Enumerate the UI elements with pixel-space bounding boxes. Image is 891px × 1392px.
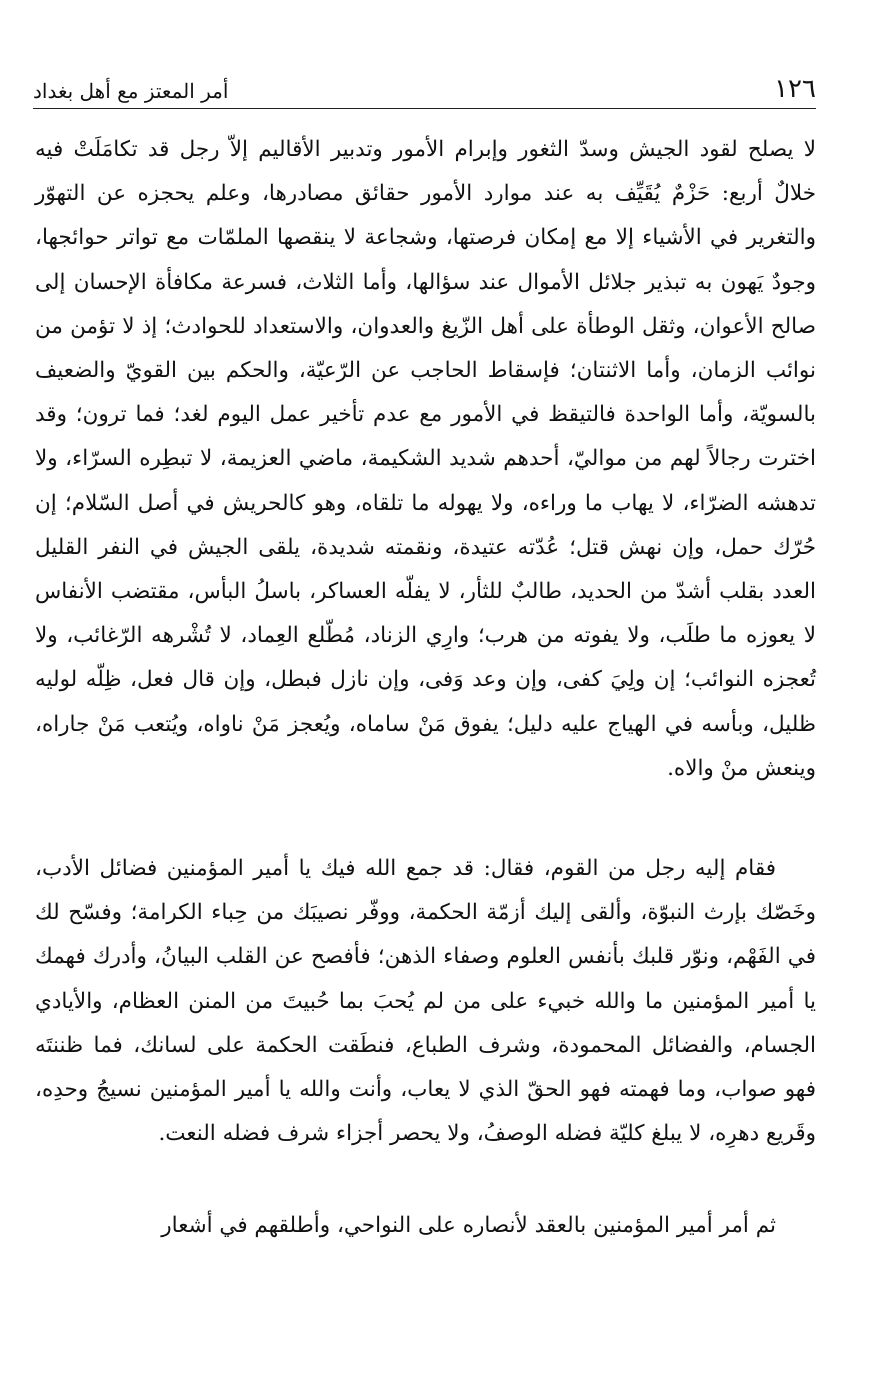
paragraph-2: فقام إليه رجل من القوم، فقال: قد جمع الله فيك يا أمير المؤمنين فضائل الأدب، وخَصّك بإرث النبوّة، وألقى إليك أزمّة الحكمة، ووفّر نصيبَك من حِباء الكرامة؛ وفسّح لك في الفَهْم، ونوّر قلبك بأنفس العلوم وصفاء الذهن؛ فأفصح عن القلب البيانُ، وأدرك فهمك يا أمير المؤمنين ما والله خبيء على من لم يُحبَ بما حُبيتَ من المنن العظام، والأيادي الجسام، والفضائل المحمودة، وشرف الطباع، فنطَقت الحكمة على لسانك، فما ظننتَه فهو صواب، وما فهمته فهو الحقّ الذي لا يعاب، وأنت والله يا أمير المؤمنين نسيجُ وحدِه، وقَريع دهرِه، لا يبلغ كليّة فضله الوصفُ، ولا يحصر أجزاء شرف فضله النعت. bbox=[35, 856, 816, 1147]
paragraph-spacer bbox=[35, 791, 816, 847]
page-header bbox=[33, 72, 816, 109]
paragraph-spacer bbox=[35, 1156, 816, 1204]
paragraph-1: لا يصلح لقود الجيش وسدّ الثغور وإبرام الأمور وتدبير الأقاليم إلاّ رجل قد تكامَلَتْ فيه خلالٌ أربع: حَزْمٌ يُقَيِّف به عند موارد الأمور حقائق مصادرها، وعلم يحجزه عن التهوّر والتغرير في الأشياء إلا مع إمكان فرصتها، وشجاعة لا ينقصها الملمّات مع تواتر حوائجها، وجودٌ يَهون به تبذير جلائل الأموال عند سؤالها، وأما الثلاث، فسرعة مكافأة الإحسان إلى صالح الأعوان، وثقل الوطأة على أهل الزّيغ والعدوان، والاستعداد للحوادث؛ إذ لا تؤمن من نوائب الزمان، وأما الاثنتان؛ فإسقاط الحاجب عن الرّعيّة، والحكم بين القويّ والضعيف بالسويّة، وأما الواحدة فالتيقظ في الأمور مع عدم تأخير عمل اليوم لغد؛ فما ترون؛ وقد اخترت رجالاً لهم من مواليّ، أحدهم شديد الشكيمة، ماضي العزيمة، لا تبطِره السرّاء، ولا تدهشه الضرّاء، لا يهاب ما وراءه، ولا يهوله ما تلقاه، وهو كالحريش في أصل السّلام؛ إن حُرّك حمل، وإن نهش قتل؛ عُدّته عتيدة، ونقمته شديدة، يلقى الجيش في النفر القليل العدد بقلب أشدّ من الحديد، طالبٌ للثأر، لا يفلّه العساكر، باسلُ البأس، مقتضب الأنفاس لا يعوزه ما طلَب، ولا يفوته من هرب؛ وارِي الزناد، مُطّلع العِماد، لا تُشْرهه الرّغائب، ولا تُعجزه النوائب؛ إن ولِيَ كفى، وإن وعد وَفى، وإن نازل فبطل، وإن قال فعل، ظِلّه لوليه ظليل، وبأسه في الهياج عليه دليل؛ يفوق مَنْ ساماه، ويُعجز مَنْ ناواه، ويُتعب مَنْ جاراه، وينعش منْ والاه. bbox=[35, 137, 816, 781]
body-text bbox=[35, 128, 816, 1249]
page-number: ١٢٦ bbox=[774, 74, 816, 104]
paragraph-3: ثم أمر أمير المؤمنين بالعقد لأنصاره على النواحي، وأطلقهم في أشعار bbox=[161, 1213, 776, 1239]
running-title: أمر المعتز مع أهل بغداد bbox=[33, 79, 229, 103]
